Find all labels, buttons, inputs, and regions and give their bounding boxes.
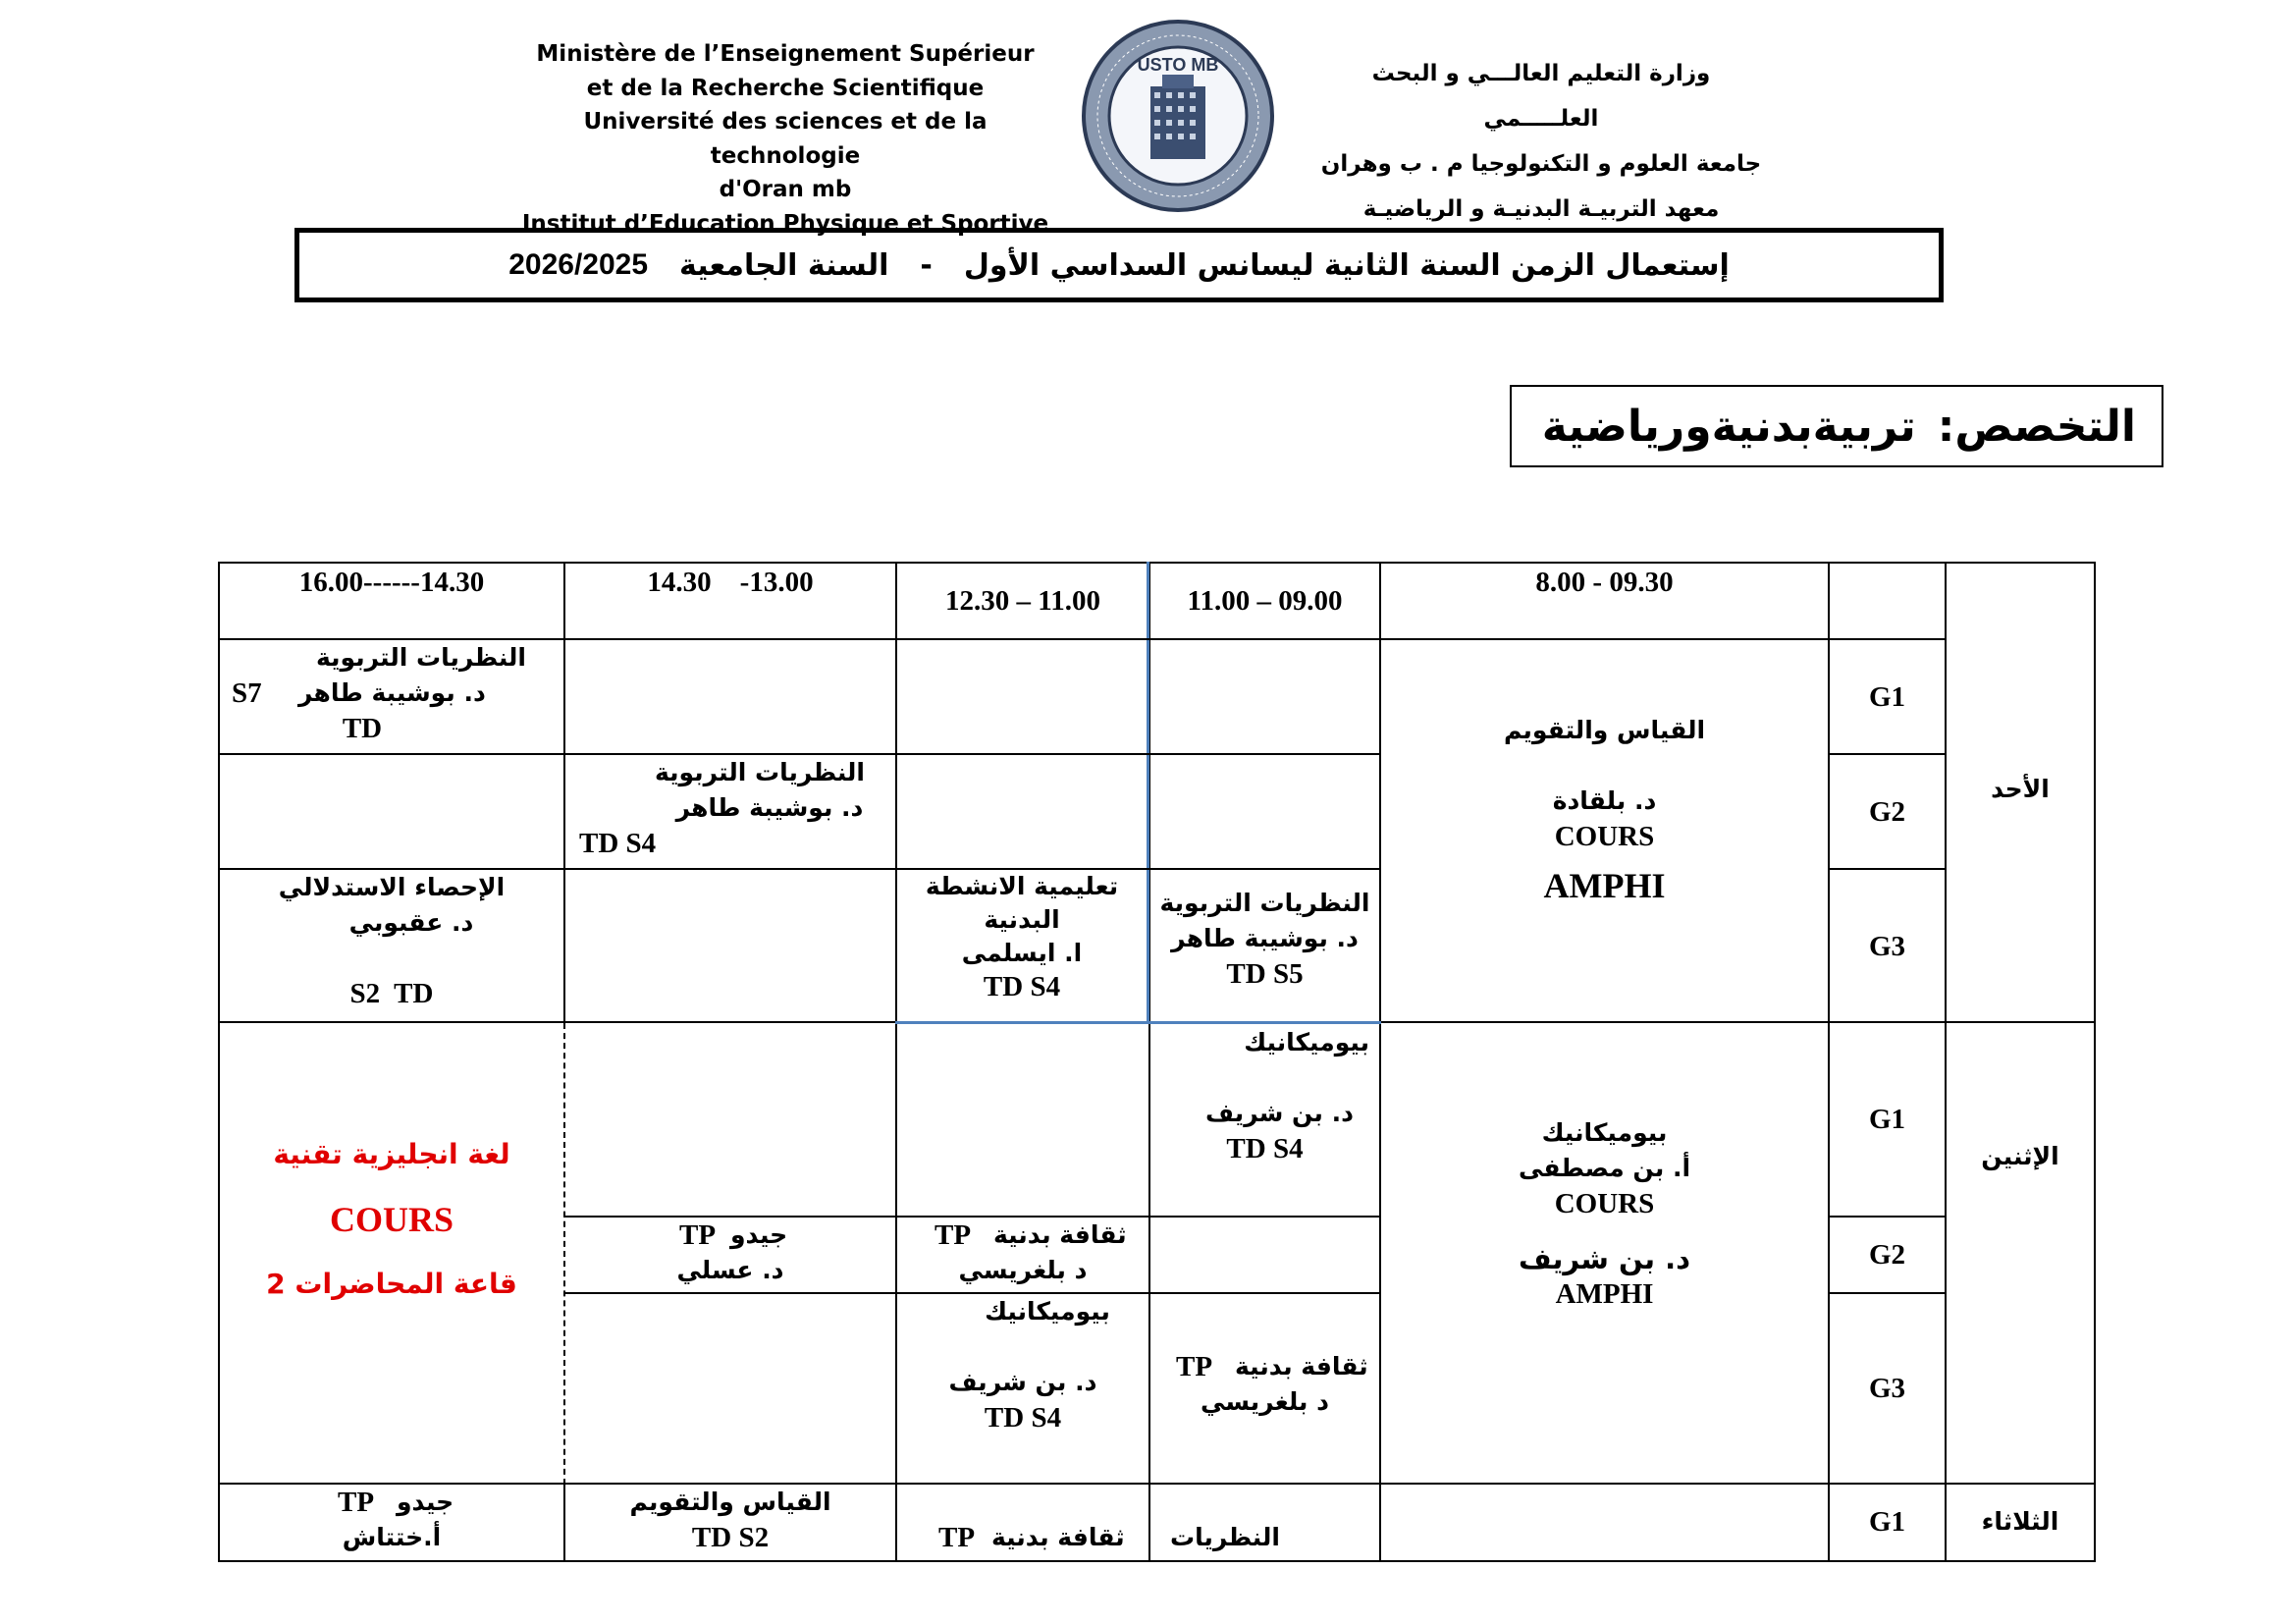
title-main: إستعمال الزمن السنة الثانية ليسانس السداسي الأول xyxy=(963,247,1730,283)
teacher: د. بوشيبة طاهر xyxy=(675,793,864,822)
course-name: النظريات التربوية xyxy=(1159,889,1370,917)
room: TD S4 xyxy=(579,828,657,859)
cell-mon-g1-0900 xyxy=(1150,1025,1379,1166)
cell-sun-g3-1430 xyxy=(220,870,563,1011)
group-sun-g3: G3 xyxy=(1868,931,1906,962)
specialty-label: التخصص: xyxy=(1937,401,2136,452)
room: TD S4 xyxy=(984,1402,1062,1434)
course-name: ثقافة بدنية xyxy=(993,1220,1127,1249)
fr-line-2: et de la Recherche Scientifique xyxy=(586,75,985,101)
course-name: النظريات التربوية xyxy=(316,643,526,672)
cell-sun-g1-1430 xyxy=(220,640,563,746)
teacher: د. بوشيبة طاهر xyxy=(298,678,486,707)
session-type: COURS xyxy=(1554,1188,1655,1219)
time-header-0800: 8.00 - 09.30 xyxy=(1535,567,1674,598)
teacher: د. بلقادة xyxy=(1552,786,1657,815)
ar-line-3: معهد التربيـة البدنيـة و الرياضيـة xyxy=(1362,196,1720,222)
cell-mon-g3-0900 xyxy=(1150,1349,1379,1420)
teacher: د. عقبوبي xyxy=(348,908,474,937)
schedule-title xyxy=(294,228,1944,302)
title-year: 2026/2025 xyxy=(508,248,649,281)
cell-tue-g1-0900 xyxy=(1150,1520,1379,1555)
arabic-header xyxy=(1315,51,1767,232)
teacher: ا. ايسلمى xyxy=(961,939,1083,967)
room: AMPHI xyxy=(1555,1278,1654,1310)
cell-sun-g3-0900 xyxy=(1150,886,1379,992)
room: TD S4 xyxy=(1226,1133,1304,1164)
french-header xyxy=(510,37,1060,241)
course-name: الإحصاء الاستدلالي xyxy=(278,873,506,901)
ar-line-1: وزارة التعليم العالـــي و البحث العلـــــمي xyxy=(1371,61,1711,132)
course-name: جيدو xyxy=(397,1488,454,1516)
course-name: ثقافة بدنية xyxy=(1235,1352,1368,1380)
cell-tue-g1-1430 xyxy=(220,1485,563,1555)
title-year-label: السنة الجامعية xyxy=(679,247,889,283)
cell-mon-g2-1300 xyxy=(565,1218,895,1288)
teacher-2: د. بن شريف xyxy=(1518,1242,1691,1275)
specialty-box xyxy=(1510,385,2163,467)
day-tuesday: الثلاثاء xyxy=(1981,1507,2059,1536)
cell-mon-g3-1100 xyxy=(897,1294,1148,1435)
room: S7 xyxy=(232,677,262,709)
group-mon-g1: G1 xyxy=(1868,1104,1906,1135)
time-header-1300: 14.30 -13.00 xyxy=(647,567,814,598)
room: TD S2 xyxy=(691,1522,770,1553)
group-sun-g2: G2 xyxy=(1868,796,1906,828)
specialty-value: تربيةبدنيةورياضية xyxy=(1541,401,1916,452)
teacher: أ. بن مصطفى xyxy=(1518,1154,1691,1182)
course-name: بيوميكانيك xyxy=(1541,1118,1668,1147)
teacher: د. بن شريف xyxy=(1205,1099,1354,1127)
course-name: النظريات xyxy=(1170,1523,1280,1551)
ar-line-2: جامعة العلوم و التكنولوجيا م . ب وهران xyxy=(1320,151,1762,177)
cell-sun-g2-1300 xyxy=(565,755,895,861)
teacher: د بلغريسي xyxy=(1201,1387,1329,1416)
time-header-1430: 16.00------14.30 xyxy=(298,567,485,598)
cell-sun-g3-1100 xyxy=(897,870,1147,1003)
session-type: TP xyxy=(938,1522,976,1553)
day-monday: الإثنين xyxy=(1981,1142,2059,1170)
time-header-0900: 11.00 – 09.00 xyxy=(1187,585,1343,617)
session-type: TP xyxy=(934,1219,972,1251)
session-type: TP xyxy=(1176,1351,1213,1382)
teacher: د بلغريسي xyxy=(958,1256,1088,1284)
cell-tue-g1-1100 xyxy=(897,1520,1148,1555)
cell-sun-all-0800 xyxy=(1381,713,1828,903)
room: TD S5 xyxy=(1226,958,1304,990)
course-name: القياس والتقويم xyxy=(1503,716,1706,744)
room: قاعة المحاضرات 2 xyxy=(266,1268,517,1300)
course-name: جيدو xyxy=(730,1220,788,1249)
cell-mon-g2-1100 xyxy=(897,1218,1148,1288)
room: S2 TD xyxy=(349,978,434,1009)
fr-line-1: Ministère de l’Enseignement Supérieur xyxy=(536,41,1035,67)
course-name: لغة انجليزية تقنية xyxy=(273,1138,510,1170)
session-type: TP xyxy=(338,1487,375,1518)
course-name: تعليمية الانشطة xyxy=(925,872,1119,900)
cell-tue-g1-1300 xyxy=(565,1485,895,1555)
course-name-2: البدنية xyxy=(984,905,1060,934)
course-name: ثقافة بدنية xyxy=(991,1523,1125,1551)
teacher: د. بوشيبة طاهر xyxy=(1171,924,1359,952)
group-mon-g2: G2 xyxy=(1868,1239,1906,1271)
teacher: د. عسلي xyxy=(676,1256,784,1284)
group-tue-g1: G1 xyxy=(1868,1506,1906,1538)
time-header-1100: 12.30 – 11.00 xyxy=(945,585,1100,617)
fr-line-3: Université des sciences et de la technologie xyxy=(583,109,988,169)
room: AMPHI xyxy=(1543,866,1666,905)
fr-line-5: Institut d’Education Physique et Sportive xyxy=(521,210,1049,237)
session-type: TD xyxy=(342,713,383,744)
course-name: بيوميكانيك xyxy=(1244,1028,1369,1056)
course-name: القياس والتقويم xyxy=(629,1488,831,1516)
cell-mon-all-0800 xyxy=(1381,1115,1828,1312)
day-sunday: الأحد xyxy=(1991,775,2050,803)
teacher: أ.ختتاش xyxy=(342,1523,442,1551)
teacher: د. بن شريف xyxy=(948,1368,1097,1396)
group-sun-g1: G1 xyxy=(1868,681,1906,713)
cell-mon-all-1430 xyxy=(220,1137,563,1302)
session-type: COURS xyxy=(1554,821,1655,852)
fr-line-4: d'Oran mb xyxy=(719,177,852,202)
session-type: TP xyxy=(679,1219,717,1251)
course-name: النظريات التربوية xyxy=(655,758,865,786)
course-name: بيوميكانيك xyxy=(985,1297,1110,1326)
session-type: COURS xyxy=(329,1200,454,1239)
logo-text: USTO MB xyxy=(1137,55,1219,75)
title-separator: - xyxy=(920,247,933,283)
room: TD S4 xyxy=(983,971,1061,1002)
university-logo xyxy=(1080,18,1276,214)
group-mon-g3: G3 xyxy=(1868,1373,1906,1404)
